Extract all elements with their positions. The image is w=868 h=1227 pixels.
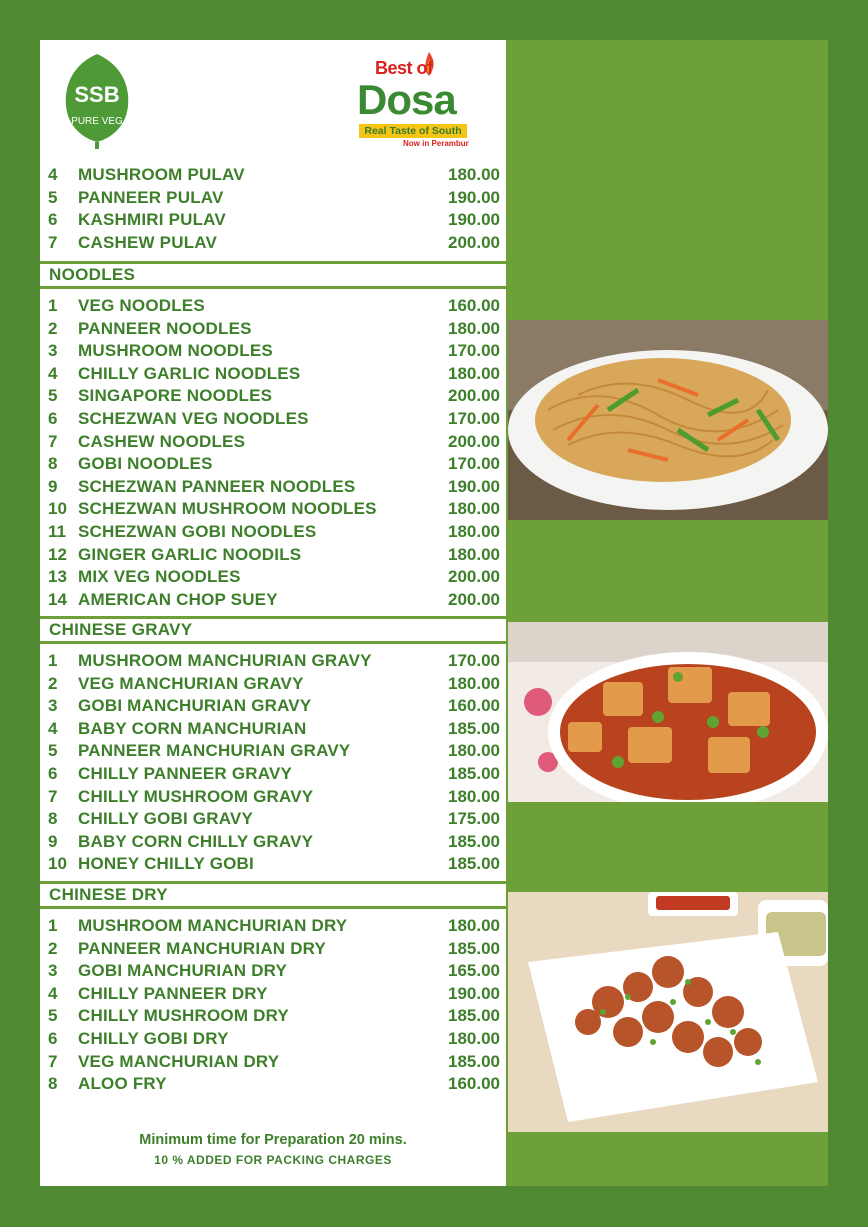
item-price: 185.00 bbox=[448, 763, 500, 783]
ssb-tagline: PURE VEG bbox=[71, 116, 123, 127]
item-name: CHILLY GOBI GRAVY bbox=[78, 809, 254, 829]
item-number: 1 bbox=[48, 916, 58, 935]
item-number: 4 bbox=[48, 165, 58, 184]
item-number: 3 bbox=[48, 961, 58, 981]
item-number: 9 bbox=[48, 476, 58, 496]
dosa-best-of: Best of bbox=[375, 58, 433, 78]
item-name: SCHEZWAN GOBI NOODLES bbox=[78, 521, 317, 541]
section-title: CHINESE DRY bbox=[49, 885, 168, 904]
item-price: 180.00 bbox=[448, 363, 500, 383]
noodles-list bbox=[48, 295, 500, 611]
menu-item-row bbox=[48, 363, 500, 386]
menu-item-row bbox=[48, 453, 500, 476]
item-name: GINGER GARLIC NOODILS bbox=[78, 544, 302, 564]
item-price: 200.00 bbox=[448, 589, 500, 609]
item-number: 12 bbox=[48, 544, 67, 564]
item-number: 1 bbox=[48, 651, 58, 670]
menu-item-row bbox=[48, 1073, 500, 1096]
dosa-word: Dosa bbox=[357, 76, 456, 123]
item-price: 200.00 bbox=[448, 386, 500, 406]
item-name: VEG MANCHURIAN DRY bbox=[78, 1051, 280, 1071]
item-number: 4 bbox=[48, 363, 58, 383]
item-number: 6 bbox=[48, 210, 58, 230]
item-price: 180.00 bbox=[448, 741, 500, 761]
chinese-dry-list bbox=[48, 915, 500, 1096]
menu-item-row bbox=[48, 960, 500, 983]
item-number: 11 bbox=[48, 521, 66, 541]
menu-item-row bbox=[48, 650, 500, 673]
item-price: 170.00 bbox=[448, 341, 500, 361]
item-number: 7 bbox=[48, 232, 58, 252]
menu-item-row bbox=[48, 521, 500, 544]
item-price: 165.00 bbox=[448, 961, 500, 981]
menu-item-row bbox=[48, 566, 500, 589]
item-price: 160.00 bbox=[448, 296, 500, 315]
item-number: 7 bbox=[48, 1051, 58, 1071]
menu-item-row bbox=[48, 938, 500, 961]
section-title: CHINESE GRAVY bbox=[49, 620, 193, 639]
item-name: GOBI NOODLES bbox=[78, 454, 213, 474]
menu-item-row bbox=[48, 318, 500, 341]
gravy-photo bbox=[508, 622, 828, 802]
item-number: 9 bbox=[48, 831, 58, 851]
item-price: 185.00 bbox=[448, 854, 500, 874]
menu-item-row bbox=[48, 740, 500, 763]
preparation-note: Minimum time for Preparation 20 mins. bbox=[139, 1132, 407, 1148]
dosa-logo bbox=[355, 50, 475, 150]
pulav-list bbox=[48, 164, 500, 254]
item-name: SCHEZWAN VEG NOODLES bbox=[78, 408, 309, 428]
item-name: CHILLY MUSHROOM DRY bbox=[78, 1006, 289, 1026]
item-price: 170.00 bbox=[448, 454, 500, 474]
item-price: 180.00 bbox=[448, 786, 500, 806]
item-name: SCHEZWAN PANNEER NOODLES bbox=[78, 476, 356, 496]
item-price: 180.00 bbox=[448, 916, 500, 935]
item-number: 2 bbox=[48, 938, 58, 958]
item-name: HONEY CHILLY GOBI bbox=[78, 854, 254, 874]
item-number: 8 bbox=[48, 454, 58, 474]
item-price: 190.00 bbox=[448, 476, 500, 496]
item-name: MIX VEG NOODLES bbox=[78, 567, 241, 587]
noodles-photo bbox=[508, 320, 828, 520]
item-price: 185.00 bbox=[448, 1006, 500, 1026]
item-price: 170.00 bbox=[448, 651, 500, 670]
item-number: 13 bbox=[48, 567, 67, 587]
menu-item-row bbox=[48, 385, 500, 408]
menu-item-row bbox=[48, 786, 500, 809]
item-price: 180.00 bbox=[448, 544, 500, 564]
menu-item-row bbox=[48, 498, 500, 521]
item-name: CHILLY PANNEER DRY bbox=[78, 983, 268, 1003]
menu-item-row bbox=[48, 209, 500, 232]
ssb-letters: SSB bbox=[74, 82, 120, 107]
menu-item-row bbox=[48, 340, 500, 363]
item-name: MUSHROOM MANCHURIAN GRAVY bbox=[78, 651, 372, 670]
item-price: 160.00 bbox=[448, 1074, 500, 1094]
item-number: 6 bbox=[48, 763, 58, 783]
item-name: KASHMIRI PULAV bbox=[78, 210, 226, 230]
menu-item-row bbox=[48, 408, 500, 431]
item-number: 5 bbox=[48, 187, 58, 207]
item-number: 3 bbox=[48, 341, 58, 361]
item-name: MUSHROOM PULAV bbox=[78, 165, 245, 184]
item-price: 180.00 bbox=[448, 521, 500, 541]
item-name: SCHEZWAN MUSHROOM NOODLES bbox=[78, 499, 377, 519]
item-number: 10 bbox=[48, 854, 67, 874]
noodles-header bbox=[40, 261, 506, 289]
item-price: 185.00 bbox=[448, 1051, 500, 1071]
item-price: 185.00 bbox=[448, 831, 500, 851]
item-name: MUSHROOM MANCHURIAN DRY bbox=[78, 916, 348, 935]
item-price: 200.00 bbox=[448, 431, 500, 451]
ssb-logo bbox=[62, 50, 132, 150]
item-number: 5 bbox=[48, 1006, 58, 1026]
item-number: 2 bbox=[48, 318, 58, 338]
item-price: 180.00 bbox=[448, 499, 500, 519]
item-name: CASHEW PULAV bbox=[78, 232, 218, 252]
chinese-gravy-list bbox=[48, 650, 500, 876]
item-number: 4 bbox=[48, 718, 58, 738]
item-name: SINGAPORE NOODLES bbox=[78, 386, 273, 406]
item-name: CHILLY PANNEER GRAVY bbox=[78, 763, 293, 783]
item-name: MUSHROOM NOODLES bbox=[78, 341, 273, 361]
item-number: 8 bbox=[48, 809, 58, 829]
item-price: 200.00 bbox=[448, 567, 500, 587]
menu-item-row bbox=[48, 589, 500, 612]
item-price: 185.00 bbox=[448, 938, 500, 958]
menu-item-row bbox=[48, 853, 500, 876]
menu-item-row bbox=[48, 808, 500, 831]
dosa-tagline: Real Taste of South bbox=[359, 124, 467, 138]
item-number: 6 bbox=[48, 1028, 58, 1048]
item-number: 2 bbox=[48, 673, 58, 693]
item-name: PANNEER MANCHURIAN GRAVY bbox=[78, 741, 351, 761]
item-number: 10 bbox=[48, 499, 67, 519]
item-name: PANNEER NOODLES bbox=[78, 318, 252, 338]
item-name: CHILLY GARLIC NOODLES bbox=[78, 363, 301, 383]
menu-item-row bbox=[48, 164, 500, 187]
dry-photo bbox=[508, 892, 828, 1132]
menu-item-row bbox=[48, 673, 500, 696]
menu-item-row bbox=[48, 431, 500, 454]
menu-item-row bbox=[48, 476, 500, 499]
menu-item-row bbox=[48, 1028, 500, 1051]
menu-item-row bbox=[48, 718, 500, 741]
menu-item-row bbox=[48, 187, 500, 210]
menu-item-row bbox=[48, 983, 500, 1006]
item-name: CASHEW NOODLES bbox=[78, 431, 246, 451]
item-name: ALOO FRY bbox=[78, 1074, 167, 1094]
item-number: 5 bbox=[48, 741, 58, 761]
item-name: AMERICAN CHOP SUEY bbox=[78, 589, 278, 609]
dosa-location: Now in Perambur bbox=[403, 139, 469, 148]
item-number: 14 bbox=[48, 589, 67, 609]
menu-item-row bbox=[48, 1005, 500, 1028]
item-price: 160.00 bbox=[448, 696, 500, 716]
menu-item-row bbox=[48, 831, 500, 854]
item-name: GOBI MANCHURIAN GRAVY bbox=[78, 696, 312, 716]
item-price: 175.00 bbox=[448, 809, 500, 829]
menu-item-row bbox=[48, 695, 500, 718]
item-price: 180.00 bbox=[448, 1028, 500, 1048]
item-price: 180.00 bbox=[448, 318, 500, 338]
item-name: CHILLY GOBI DRY bbox=[78, 1028, 229, 1048]
chinese-dry-header bbox=[40, 881, 506, 909]
item-price: 190.00 bbox=[448, 187, 500, 207]
item-name: PANNEER PULAV bbox=[78, 187, 224, 207]
item-price: 180.00 bbox=[448, 165, 500, 184]
section-title: NOODLES bbox=[49, 265, 136, 284]
menu-item-row bbox=[48, 1051, 500, 1074]
item-number: 3 bbox=[48, 696, 58, 716]
item-number: 1 bbox=[48, 296, 58, 315]
item-name: GOBI MANCHURIAN DRY bbox=[78, 961, 288, 981]
item-number: 4 bbox=[48, 983, 58, 1003]
menu-item-row bbox=[48, 232, 500, 255]
item-number: 6 bbox=[48, 408, 58, 428]
item-price: 190.00 bbox=[448, 210, 500, 230]
item-name: BABY CORN CHILLY GRAVY bbox=[78, 831, 314, 851]
item-price: 170.00 bbox=[448, 408, 500, 428]
item-number: 7 bbox=[48, 431, 58, 451]
item-number: 8 bbox=[48, 1074, 58, 1094]
menu-item-row bbox=[48, 763, 500, 786]
item-name: CHILLY MUSHROOM GRAVY bbox=[78, 786, 314, 806]
item-price: 190.00 bbox=[448, 983, 500, 1003]
item-name: PANNEER MANCHURIAN DRY bbox=[78, 938, 327, 958]
item-number: 5 bbox=[48, 386, 58, 406]
menu-item-row bbox=[48, 915, 500, 938]
item-name: VEG MANCHURIAN GRAVY bbox=[78, 673, 304, 693]
item-number: 7 bbox=[48, 786, 58, 806]
packing-note: 10 % ADDED FOR PACKING CHARGES bbox=[154, 1153, 392, 1167]
item-name: VEG NOODLES bbox=[78, 296, 205, 315]
item-price: 180.00 bbox=[448, 673, 500, 693]
item-price: 200.00 bbox=[448, 232, 500, 252]
menu-item-row bbox=[48, 295, 500, 318]
menu-item-row bbox=[48, 544, 500, 567]
item-price: 185.00 bbox=[448, 718, 500, 738]
chinese-gravy-header bbox=[40, 616, 506, 644]
item-name: BABY CORN MANCHURIAN bbox=[78, 718, 307, 738]
